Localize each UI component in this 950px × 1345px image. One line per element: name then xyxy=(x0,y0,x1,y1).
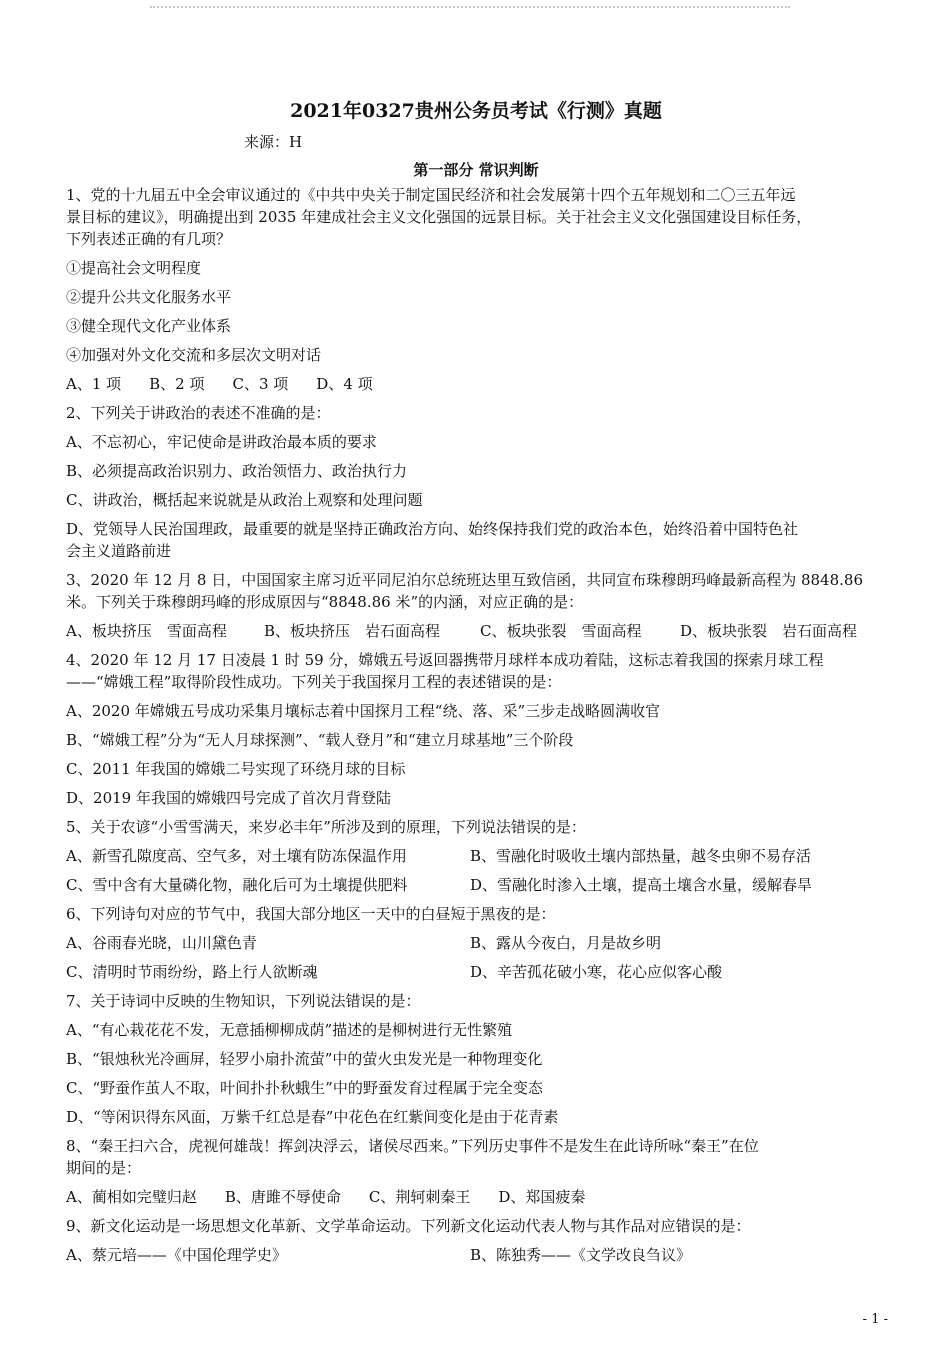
options-row xyxy=(66,620,886,642)
statement-item: ①提高社会文明程度 xyxy=(66,259,202,277)
question-stem: 4、2020 年 12 月 17 日凌晨 1 时 59 分，嫦娥五号返回器携带月球样本成功着陆，这标志着我国的探索月球工程 xyxy=(66,651,824,669)
question-3 xyxy=(66,569,886,642)
statement-item: ②提升公共文化服务水平 xyxy=(66,288,232,306)
option-b: B、2 项 xyxy=(149,375,205,393)
options-row xyxy=(66,373,886,395)
option-a: A、“有心栽花花不发，无意插柳柳成荫”描述的是柳树进行无性繁殖 xyxy=(66,1021,513,1039)
question-6 xyxy=(66,903,886,983)
section-heading: 第一部分 常识判断 xyxy=(413,161,539,179)
option-b: B、必须提高政治识别力、政治领悟力、政治执行力 xyxy=(66,462,408,480)
option-c: C、“野蚕作茧人不取，叶间扑扑秋蛾生”中的野蚕发育过程属于完全变态 xyxy=(66,1079,543,1097)
question-stem: 8、“秦王扫六合，虎视何雄哉！挥剑决浮云，诸侯尽西来。”下列历史事件不是发生在此诗所咏“秦王”在位 xyxy=(66,1137,759,1155)
header-rule xyxy=(150,6,790,16)
question-stem: 3、2020 年 12 月 8 日，中国国家主席习近平同尼泊尔总统班达里互致信函，共同宣布珠穆朗玛峰最新高程为 8848.86 xyxy=(66,571,863,589)
question-stem: 米。下列关于珠穆朗玛峰的形成原因与“8848.86 米”的内涵，对应正确的是： xyxy=(66,593,584,611)
source-label: 来源：H xyxy=(244,133,303,151)
question-2 xyxy=(66,402,886,562)
option-c: C、讲政治，概括起来说就是从政治上观察和处理问题 xyxy=(66,491,423,509)
page-number: - 1 - xyxy=(862,1312,888,1327)
option-b: B、“银烛秋光冷画屏，轻罗小扇扑流萤”中的萤火虫发光是一种物理变化 xyxy=(66,1050,543,1068)
option-d-cont: 会主义道路前进 xyxy=(66,542,172,560)
option-b: B、露从今夜白，月是故乡明 xyxy=(470,934,662,952)
question-1 xyxy=(66,184,886,395)
question-stem: 1、党的十九届五中全会审议通过的《中共中央关于制定国民经济和社会发展第十四个五年规划和二〇三五年远 xyxy=(66,186,796,204)
option-a: A、2020 年嫦娥五号成功采集月壤标志着中国探月工程“绕、落、采”三步走战略圆满收官 xyxy=(66,702,661,720)
options-row xyxy=(66,961,886,983)
option-b: B、雪融化时吸收土壤内部热量，越冬虫卵不易存活 xyxy=(470,847,812,865)
option-b: B、唐雎不辱使命 xyxy=(224,1188,341,1206)
option-d: D、郑国疲秦 xyxy=(498,1188,586,1206)
option-c: C、板块张裂 雪面高程 xyxy=(480,622,642,640)
option-d: D、雪融化时渗入土壤，提高土壤含水量，缓解春旱 xyxy=(470,876,813,894)
question-stem: 6、下列诗句对应的节气中，我国大部分地区一天中的白昼短于黑夜的是： xyxy=(66,905,556,923)
question-4 xyxy=(66,649,886,809)
question-stem: 7、关于诗词中反映的生物知识，下列说法错误的是： xyxy=(66,992,421,1010)
question-5 xyxy=(66,816,886,896)
option-c: C、2011 年我国的嫦娥二号实现了环绕月球的目标 xyxy=(66,760,406,778)
question-stem: 下列表述正确的有几项？ xyxy=(66,230,232,248)
option-a: A、蔡元培——《中国伦理学史》 xyxy=(66,1246,287,1264)
option-a: A、谷雨春光晓，山川黛色青 xyxy=(66,934,257,952)
document-title: 2021年0327贵州公务员考试《行测》真题 xyxy=(290,100,662,122)
question-8 xyxy=(66,1135,886,1208)
option-a: A、板块挤压 雪面高程 xyxy=(66,622,227,640)
options-row xyxy=(66,1244,886,1266)
statement-item: ③健全现代文化产业体系 xyxy=(66,317,232,335)
question-9 xyxy=(66,1215,886,1266)
option-c: C、清明时节雨纷纷，路上行人欲断魂 xyxy=(66,963,318,981)
option-d: D、党领导人民治国理政，最重要的就是坚持正确政治方向、始终保持我们党的政治本色，始终沿着中国特色社 xyxy=(66,520,799,538)
question-stem: 5、关于农谚“小雪雪满天，来岁必丰年”所涉及到的原理，下列说法错误的是： xyxy=(66,818,586,836)
question-stem: 期间的是： xyxy=(66,1159,142,1177)
options-row xyxy=(66,932,886,954)
option-b: B、“嫦娥工程”分为“无人月球探测”、“载人登月”和“建立月球基地”三个阶段 xyxy=(66,731,574,749)
options-row xyxy=(66,845,886,867)
statement-item: ④加强对外文化交流和多层次文明对话 xyxy=(66,346,322,364)
option-a: A、新雪孔隙度高、空气多，对土壤有防冻保温作用 xyxy=(66,847,407,865)
exam-document xyxy=(66,96,886,1266)
question-stem: 景目标的建议》，明确提出到 2035 年建成社会主义文化强国的远景目标。关于社会主义文化强国建设目标任务， xyxy=(66,208,812,226)
options-row xyxy=(66,1186,886,1208)
option-b: B、陈独秀——《文学改良刍议》 xyxy=(470,1246,692,1264)
question-stem: 9、新文化运动是一场思想文化革新、文学革命运动。下列新文化运动代表人物与其作品对应错误的是： xyxy=(66,1217,751,1235)
option-d: D、板块张裂 岩石面高程 xyxy=(680,622,858,640)
question-stem: 2、下列关于讲政治的表述不准确的是： xyxy=(66,404,331,422)
question-7 xyxy=(66,990,886,1128)
option-a: A、不忘初心，牢记使命是讲政治最本质的要求 xyxy=(66,433,377,451)
option-c: C、雪中含有大量磷化物，融化后可为土壤提供肥料 xyxy=(66,876,408,894)
option-c: C、荆轲刺秦王 xyxy=(368,1188,471,1206)
option-d: D、4 项 xyxy=(316,375,373,393)
option-c: C、3 项 xyxy=(232,375,289,393)
option-d: D、辛苦孤花破小寒，花心应似客心酸 xyxy=(470,963,723,981)
option-b: B、板块挤压 岩石面高程 xyxy=(264,622,441,640)
question-stem: ——“嫦娥工程”取得阶段性成功。下列关于我国探月工程的表述错误的是： xyxy=(66,673,562,691)
option-d: D、“等闲识得东风面，万紫千红总是春”中花色在红紫间变化是由于花青素 xyxy=(66,1108,559,1126)
option-a: A、蔺相如完璧归赵 xyxy=(66,1188,197,1206)
option-a: A、1 项 xyxy=(66,375,122,393)
option-d: D、2019 年我国的嫦娥四号完成了首次月背登陆 xyxy=(66,789,391,807)
options-row xyxy=(66,874,886,896)
